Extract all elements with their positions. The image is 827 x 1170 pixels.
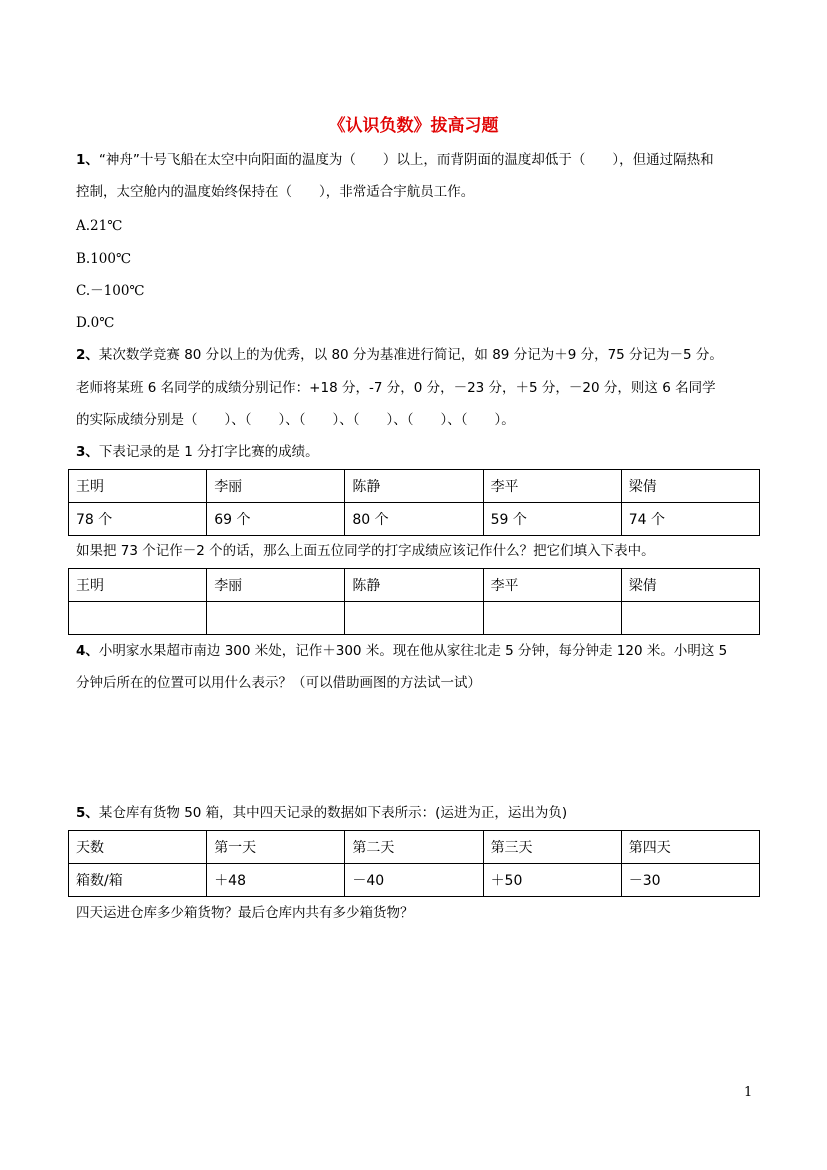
q5-intro: 某仓库有货物 50 箱，其中四天记录的数据如下表所示：(运进为正，运出为负)	[98, 805, 568, 821]
table-row	[69, 864, 760, 897]
table-cell: 王明	[69, 470, 207, 503]
q2-number: 2、	[76, 347, 99, 363]
table-cell: 74 个	[621, 503, 759, 536]
q5-question: 四天运进仓库多少箱货物？最后仓库内共有多少箱货物？	[76, 905, 414, 921]
table-row	[69, 470, 760, 503]
table-cell: 陈静	[345, 569, 483, 602]
table-cell: 李平	[483, 470, 621, 503]
table-row	[69, 503, 760, 536]
page-title: 《认识负数》拔高习题	[328, 116, 499, 136]
warehouse-table	[68, 830, 760, 897]
table-cell: ＋50	[483, 864, 621, 897]
table-cell: 天数	[69, 831, 207, 864]
q3-number: 3、	[76, 444, 99, 460]
q1-option-a: A.21℃	[76, 218, 123, 234]
table-cell: 箱数/箱	[69, 864, 207, 897]
table-cell: 59 个	[483, 503, 621, 536]
table-cell: 李丽	[207, 569, 345, 602]
q1-option-d: D.0℃	[76, 315, 115, 331]
q4-text-2: 分钟后所在的位置可以用什么表示？（可以借助画图的方法试一试）	[76, 675, 481, 691]
table-row	[69, 831, 760, 864]
q1-text-1: “神舟”十号飞船在太空中向阳面的温度为（ ）以上，而背阴面的温度却低于（ ），但通过隔热和	[98, 152, 714, 168]
q1-number: 1、	[76, 152, 99, 168]
answer-cell[interactable]	[69, 602, 207, 635]
q4-text-1: 小明家水果超市南边 300 米处，记作＋300 米。现在他从家往北走 5 分钟，每分钟走 120 米。小明这 5	[98, 643, 728, 659]
table-cell: 陈静	[345, 470, 483, 503]
q1-text-2: 控制，太空舱内的温度始终保持在（ ），非常适合宇航员工作。	[76, 184, 475, 200]
table-cell: 梁倩	[621, 569, 759, 602]
table-cell: 第四天	[621, 831, 759, 864]
table-cell: 第二天	[345, 831, 483, 864]
table-cell: 69 个	[207, 503, 345, 536]
answer-table	[68, 568, 760, 635]
q3-question: 如果把 73 个记作－2 个的话，那么上面五位同学的打字成绩应该记作什么？把它们填入下表中。	[76, 543, 655, 559]
q1-line1	[76, 150, 714, 170]
typing-scores-table	[68, 469, 760, 536]
page-number: 1	[744, 1085, 753, 1100]
q4-number: 4、	[76, 643, 99, 659]
answer-cell[interactable]	[207, 602, 345, 635]
table-cell: 80 个	[345, 503, 483, 536]
q3-intro: 下表记录的是 1 分打字比赛的成绩。	[98, 444, 319, 460]
table-cell: 王明	[69, 569, 207, 602]
q5-line1	[76, 803, 567, 823]
q2-text-3: 的实际成绩分别是（ ）、（ ）、（ ）、（ ）、（ ）、（ ）。	[76, 412, 515, 428]
table-row	[69, 602, 760, 635]
q1-option-b: B.100℃	[76, 251, 132, 267]
table-cell: 梁倩	[621, 470, 759, 503]
table-cell: 第三天	[483, 831, 621, 864]
q2-text-2: 老师将某班 6 名同学的成绩分别记作：+18 分，-7 分，0 分，－23 分，＋5 分，－20 分，则这 6 名同学	[76, 380, 716, 396]
q3-line1	[76, 442, 319, 462]
answer-cell[interactable]	[483, 602, 621, 635]
table-cell: 李平	[483, 569, 621, 602]
table-cell: 李丽	[207, 470, 345, 503]
table-cell: 78 个	[69, 503, 207, 536]
table-row	[69, 569, 760, 602]
table-cell: －40	[345, 864, 483, 897]
q4-line1	[76, 641, 727, 661]
answer-cell[interactable]	[345, 602, 483, 635]
q2-line1	[76, 345, 723, 365]
q5-number: 5、	[76, 805, 99, 821]
table-cell: ＋48	[207, 864, 345, 897]
answer-cell[interactable]	[621, 602, 759, 635]
q1-option-c: C.－100℃	[76, 283, 145, 299]
q2-text-1: 某次数学竞赛 80 分以上的为优秀，以 80 分为基准进行简记，如 89 分记为＋9 分，75 分记为－5 分。	[98, 347, 723, 363]
table-cell: 第一天	[207, 831, 345, 864]
table-cell: －30	[621, 864, 759, 897]
